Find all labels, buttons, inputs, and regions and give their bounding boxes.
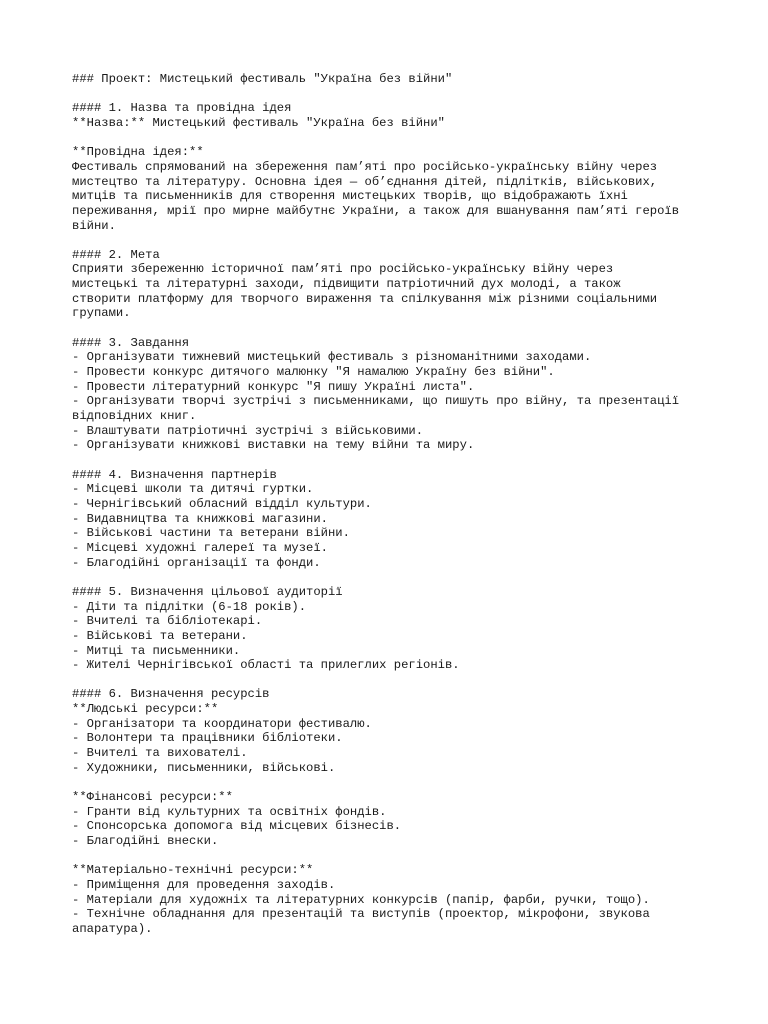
blank-line xyxy=(72,453,712,468)
list-item: - Вчителі та бібліотекарі. xyxy=(72,614,263,629)
list-item: - Гранти від культурних та освітніх фондів. xyxy=(72,804,387,819)
document-title: ### Проект: Мистецький фестиваль "Україна без війни" xyxy=(72,72,453,86)
bold-label-line: **Матеріально-технічні ресурси:** xyxy=(72,863,314,878)
blank-line xyxy=(72,87,712,102)
blank-line xyxy=(72,849,712,864)
blank-line xyxy=(72,570,712,585)
list-item: - Діти та підлітки (6-18 років). xyxy=(72,599,307,614)
list-item: - Місцеві школи та дитячі гуртки. xyxy=(72,482,314,497)
bold-label-line: **Людські ресурси:** xyxy=(72,702,219,717)
blank-line xyxy=(72,673,712,688)
text-line: Фестиваль спрямований на збереження пам’яті про російсько-українську війну через xyxy=(72,159,658,174)
list-item: - Влаштувати патріотичні зустрічі з військовими. xyxy=(72,423,424,438)
list-item: - Матеріали для художніх та літературних конкурсів (папір, фарби, ручки, тощо). xyxy=(72,892,650,907)
document-page xyxy=(72,72,712,937)
text-line: відповідних книг. xyxy=(72,409,197,424)
blank-line xyxy=(72,321,712,336)
list-item: - Організатори та координатори фестивалю. xyxy=(72,716,372,731)
list-item: - Організувати тижневий мистецький фестиваль з різноманітними заходами. xyxy=(72,350,592,365)
bold-label-line: **Фінансові ресурси:** xyxy=(72,790,233,805)
blank-line xyxy=(72,131,712,146)
text-line: створити платформу для творчого вираження та спілкування між різними соціальними xyxy=(72,291,658,306)
text-line: мистецькі та літературні заходи, підвищити патріотичний дух молоді, а також xyxy=(72,277,621,292)
list-item: - Провести конкурс дитячого малюнку "Я намалюю Україну без війни". xyxy=(72,365,555,380)
text-line: мистецтво та літературу. Основна ідея — об’єднання дітей, підлітків, військових, xyxy=(72,174,658,189)
list-item: - Художники, письменники, військові. xyxy=(72,760,336,775)
list-item: - Військові та ветерани. xyxy=(72,628,248,643)
list-item: - Спонсорська допомога від місцевих бізнесів. xyxy=(72,819,402,834)
section-heading: #### 6. Визначення ресурсів xyxy=(72,687,270,702)
list-item: - Волонтери та працівники бібліотеки. xyxy=(72,731,343,746)
list-item: - Видавництва та книжкові магазини. xyxy=(72,511,328,526)
bold-label-line: **Назва:** Мистецький фестиваль "Україна без війни" xyxy=(72,115,445,130)
section-heading: #### 3. Завдання xyxy=(72,335,190,350)
list-item: - Благодійні організації та фонди. xyxy=(72,555,321,570)
section-heading: #### 4. Визначення партнерів xyxy=(72,467,277,482)
list-item: - Благодійні внески. xyxy=(72,834,219,848)
section-heading: #### 1. Назва та провідна ідея xyxy=(72,101,292,116)
blank-line xyxy=(72,233,712,248)
list-item: - Технічне обладнання для презентацій та виступів (проектор, мікрофони, звукова xyxy=(72,907,650,922)
text-line: війни. xyxy=(72,218,116,233)
list-item: - Митці та письменники. xyxy=(72,643,241,658)
list-item: - Організувати книжкові виставки на тему війни та миру. xyxy=(72,438,475,453)
bold-label-line: **Провідна ідея:** xyxy=(72,145,204,160)
list-item: - Приміщення для проведення заходів. xyxy=(72,877,336,892)
list-item: - Організувати творчі зустрічі з письменниками, що пишуть про війну, та презентації xyxy=(72,394,680,409)
text-line: групами. xyxy=(72,306,131,321)
text-line: переживання, мрії про мирне майбутнє України, а також для вшанування пам’яті героїв xyxy=(72,203,680,218)
list-item: - Чернігівський обласний відділ культури. xyxy=(72,496,372,511)
text-line: апаратура). xyxy=(72,921,153,936)
section-heading: #### 2. Мета xyxy=(72,247,160,262)
list-item: - Жителі Чернігівської області та прилеглих регіонів. xyxy=(72,658,460,673)
list-item: - Місцеві художні галереї та музеї. xyxy=(72,540,328,555)
list-item: - Вчителі та вихователі. xyxy=(72,746,248,761)
list-item: - Провести літературний конкурс "Я пишу Україні листа". xyxy=(72,379,475,394)
text-line: митців та письменників для створення мистецьких творів, що відображають їхні xyxy=(72,189,628,204)
section-heading: #### 5. Визначення цільової аудиторії xyxy=(72,584,343,599)
text-line: Сприяти збереженню історичної пам’яті про російсько-українську війну через xyxy=(72,262,614,277)
list-item: - Військові частини та ветерани війни. xyxy=(72,526,350,541)
blank-line xyxy=(72,775,712,790)
